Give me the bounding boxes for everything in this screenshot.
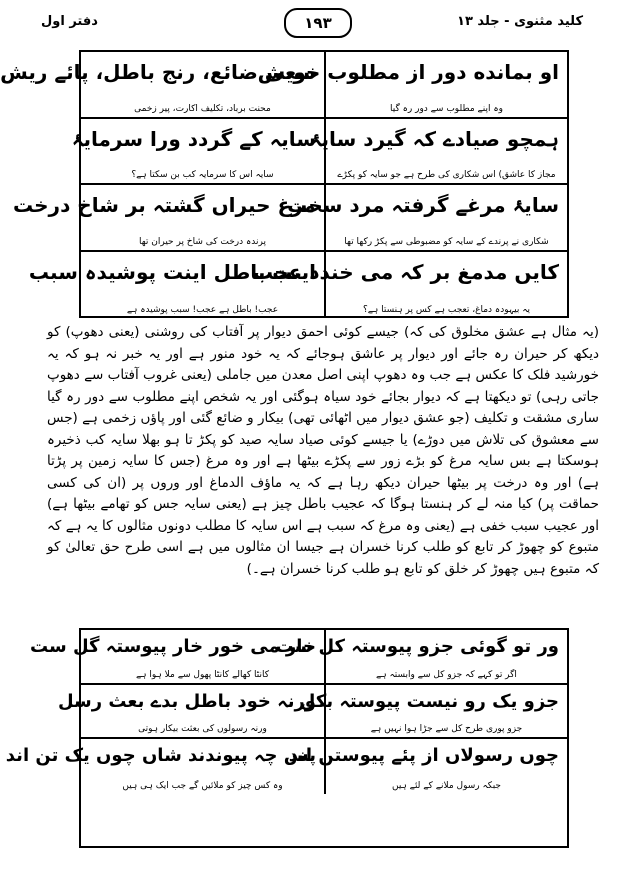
persian-verse: سایہ کے گردد ورا سرمایۂ [71,126,316,151]
persian-verse: خار می خور خار پیوستہ گل ست [29,636,316,657]
urdu-gloss: پرندہ درخت کی شاخ پر حیران تھا [139,236,266,247]
persian-verse: سعی ضائع، رنج باطل، پائے ریش [0,60,316,84]
persian-verse: چوں رسولاں از پئے پیوستن اند [288,745,559,766]
urdu-gloss: عجب! باطل ہے عجب! سبب پوشیدہ ہے [126,305,279,315]
urdu-gloss: جزو پوری طرح کل سے جڑا ہوا نہیں ہے [370,724,523,734]
page-header [29,8,607,38]
section-title: دفتر اول [41,14,98,29]
urdu-gloss: شکاری نے پرندے کے سایہ کو مضبوطی سے پکڑ رکھا تھا [344,236,549,247]
urdu-gloss: مجاز کا عاشق) اس شکاری کی طرح ہے جو سایہ کو پکڑے [337,170,556,180]
verse-cell-left [0,52,324,117]
verse-cell-right [253,252,567,319]
verse-cell-right [309,119,567,184]
commentary-text [47,322,599,624]
urdu-gloss: ورنہ رسولوں کی بعثت بیکار ہوتی [138,724,267,734]
verse-row [57,685,567,740]
persian-verse: ورنہ خود باطل بدے بعث رسل [57,690,316,712]
persian-verse: ہمچو صیادے کہ گیرد سایۂ [309,126,559,151]
persian-verse: اینت باطل اینت پوشیدہ سبب [28,259,316,284]
urdu-gloss: محنت برباد، تکلیف اکارت، پیر زخمی [134,103,271,114]
verse-table-bottom [5,628,569,848]
persian-verse: کایں مدمغ بر کہ می خندد عجب [253,259,559,284]
urdu-gloss: سایہ اس کا سرمایہ کب بن سکتا ہے؟ [131,170,274,180]
persian-verse: مرغ حیراں گشتہ بر شاخ درخت [12,193,316,217]
verse-cell-left [57,685,324,738]
verse-row [0,52,567,119]
urdu-gloss: اگر تو کہے کہ جزو کل سے وابستہ ہے [376,669,517,680]
verse-cell-right [288,739,567,794]
verse-row [71,119,567,186]
persian-verse: جزو یک رو نیست پیوستہ بکل [299,690,559,712]
verse-cell-right [299,685,567,738]
verse-table-top [0,50,569,318]
urdu-gloss: وہ اپنے مطلوب سے دور رہ گیا [390,103,503,114]
verse-cell-right [257,52,567,117]
verse-row [5,739,567,794]
book-title: کلید مثنوی - جلد ۱۳ [457,14,583,29]
verse-cell-left [5,739,324,794]
urdu-gloss: کانٹا کھالے کانٹا پھول سے ملا ہوا ہے [135,669,269,680]
verse-cell-left [71,119,324,184]
verse-cell-left [12,185,324,250]
urdu-gloss: یہ بیہودہ دماغ، تعجب ہے کس پر ہنستا ہے؟ [362,305,530,315]
commentary-paragraph: (یہ مثال ہے عشق مخلوق کی کہ) جیسے کوئی احمق دیوار پر آفتاب کی روشنی (یعنی دھوپ) کو دیکھ کر حیران رہ جائے اور دیوار پر عاشق ہوجائے کہ یہ خود منور ہے اور یہ خبر نہ ہو کہ یہ خورشید فلک کا عکس ہے جب وہ دھوپ اپنی اصل معدن میں جاملی (یعنی غروب آفتاب سے دھوپ جاتی رہی) تو دیکھتا ہے کہ دیوار بجائے خود سیاہ ہوگئی اور یہ شخص اپنے مطلوب سے دور رہ گیا ساری مشقت و تکلیف (جو عشق دیوار میں اٹھائی تھی) بیکار و ضائع گئی اور پاؤں زخمی ہے (جس سے معشوق کی تلاش میں دوڑے) یا جیسے کوئی صیاد سایہ صید کو پکڑ تا ہو بھلا سایہ کب ذخیرہ ہوسکتا ہے بس سایہ مرغ کو بڑے زور سے پکڑے بیٹھا ہے اور وہ مرغ (جس کا سایہ زمین پر پڑتا ہے) اور وہ درخت پر بیٹھا حیران دیکھ رہا ہے کہ یہ ماؤف الدماغ اور وروں پر (ان کی کسی حماقت پر) کیا منہ لے کر ہنستا ہوگا کہ عجیب باطل چیز ہے (یعنی سایہ جس کو تھامے بیٹھا ہے) اور عجیب سبب خفی ہے (یعنی وہ مرغ کہ سبب ہے اس سایہ کا مطلب دونوں مثالوں کا یہ ہے کہ متبوع کو چھوڑ کر تابع کو طلب کرنا خسران ہے جیسا ان مثالوں میں ہے اسی طرح حق تعالیٰ کو کہ متبوع ہیں چھوڑ کر خلق کو تابع ہو طلب کرنا خسران ہے۔) [47,324,599,577]
urdu-gloss: جبکہ رسول ملانے کے لئے ہیں [391,780,501,791]
verse-row [29,630,567,685]
persian-verse: سایۂ مرغے گرفتہ مرد سخت [287,193,559,217]
verse-row [28,252,567,319]
verse-cell-right [287,185,567,250]
verse-cell-left [28,252,324,319]
persian-verse: او بمانده دور از مطلوب خویش [257,60,559,84]
verse-cell-right [275,630,567,683]
persian-verse: ور تو گوئی جزو پیوستہ کل ست [275,636,559,657]
page-number: ۱۹۳ [284,8,352,38]
persian-verse: پس چہ پیوندند شاں چوں یک تن اند [5,745,316,766]
urdu-gloss: وہ کس چیز کو ملائیں گے جب ایک ہی ہیں [122,780,283,791]
verse-cell-left [29,630,324,683]
verse-row [12,185,567,252]
